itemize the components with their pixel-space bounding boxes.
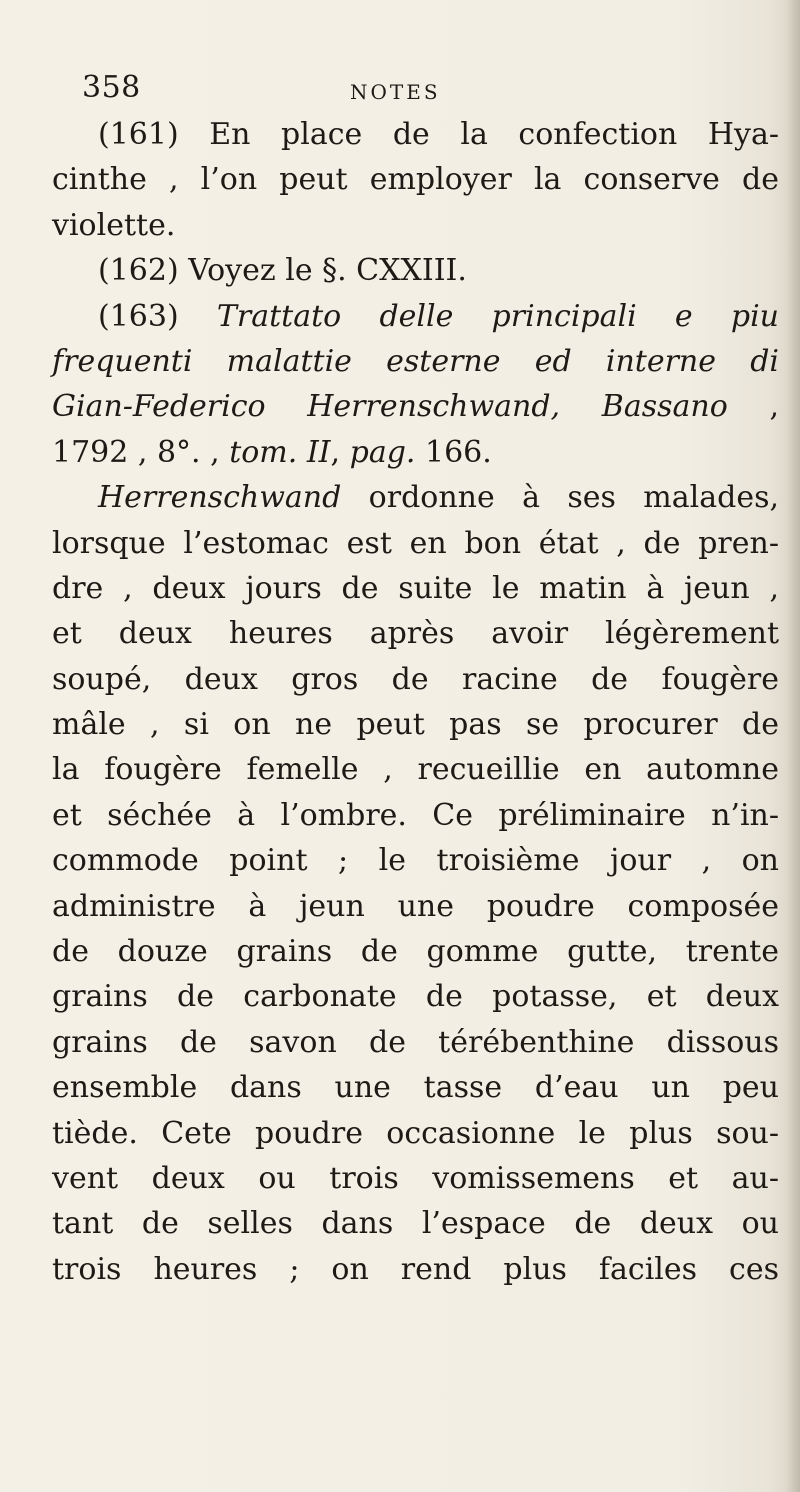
text-line	[52, 1247, 779, 1292]
text-run: ,	[330, 434, 350, 470]
text-run: de douze grains de gomme gutte, trente	[52, 934, 779, 970]
text-line	[52, 1020, 779, 1065]
text-line	[52, 838, 779, 883]
text-run: cinthe , l’on peut employer la conserve de	[52, 162, 779, 198]
text-run: trois heures ; on rend plus faciles ces	[52, 1251, 779, 1287]
notes-text	[52, 112, 779, 1292]
text-line	[52, 1111, 779, 1156]
text-line	[52, 611, 779, 656]
text-run: et deux heures après avoir légèrement	[52, 616, 779, 652]
text-run: 1792 , 8°. ,	[52, 434, 230, 470]
text-run: vent deux ou trois vomissemens et au-	[52, 1160, 779, 1196]
text-line	[52, 1201, 779, 1246]
text-line	[52, 747, 779, 792]
page-header	[82, 70, 772, 110]
italic-text: Trattato delle principali e piu	[216, 298, 779, 334]
text-run: (162) Voyez le §. CXXIII.	[98, 253, 467, 289]
text-run: tant de selles dans l’espace de deux ou	[52, 1206, 779, 1242]
text-run: 166.	[415, 434, 492, 470]
text-line	[52, 884, 779, 929]
text-run: mâle , si on ne peut pas se procurer de	[52, 707, 779, 743]
text-line	[52, 929, 779, 974]
text-run: commode point ; le troisième jour , on	[52, 843, 779, 879]
text-run: (163)	[98, 298, 217, 334]
italic-text: pag.	[349, 434, 416, 470]
running-head: NOTES	[350, 80, 441, 104]
text-line	[52, 974, 779, 1019]
text-run: (161) En place de la confection Hya-	[98, 117, 779, 152]
text-run: et séchée à l’ombre. Ce préliminaire n’in-	[52, 797, 779, 833]
text-run: ensemble dans une tasse d’eau un peu	[52, 1070, 779, 1106]
page-number: 358	[82, 70, 141, 105]
italic-text: Herrenschwand	[98, 480, 342, 516]
text-line	[52, 384, 779, 429]
text-line	[52, 248, 779, 293]
text-run: la fougère femelle , recueillie en automne	[52, 752, 779, 788]
text-line	[52, 1065, 779, 1110]
italic-text: frequenti malattie esterne ed interne di	[52, 343, 779, 379]
text-line	[52, 1156, 779, 1201]
text-run: dre , deux jours de suite le matin à jeun ,	[52, 570, 779, 606]
text-run: lorsque l’estomac est en bon état , de pren-	[52, 525, 779, 561]
italic-text: tom. II	[229, 434, 331, 470]
text-run: grains de carbonate de potasse, et deux	[52, 979, 779, 1015]
text-line	[52, 657, 779, 702]
text-line	[52, 203, 779, 248]
text-run: ,	[727, 389, 779, 425]
text-line	[52, 475, 779, 520]
text-run: tiède. Cete poudre occasionne le plus sou-	[52, 1115, 779, 1151]
text-run: ordonne à ses malades,	[341, 480, 779, 516]
page-edge-shadow	[786, 0, 800, 1492]
text-line	[52, 566, 779, 611]
text-line	[52, 702, 779, 747]
text-line	[52, 339, 779, 384]
text-run: administre à jeun une poudre composée	[52, 888, 779, 924]
text-line	[52, 294, 779, 339]
text-line	[52, 157, 779, 202]
text-run: soupé, deux gros de racine de fougère	[52, 661, 779, 697]
text-line	[52, 793, 779, 838]
text-line	[52, 112, 779, 157]
text-line	[52, 430, 779, 475]
text-run: grains de savon de térébenthine dissous	[52, 1024, 779, 1060]
italic-text: Gian-Federico Herrenschwand, Bassano	[52, 389, 728, 425]
text-line	[52, 521, 779, 566]
text-run: violette.	[52, 207, 176, 243]
